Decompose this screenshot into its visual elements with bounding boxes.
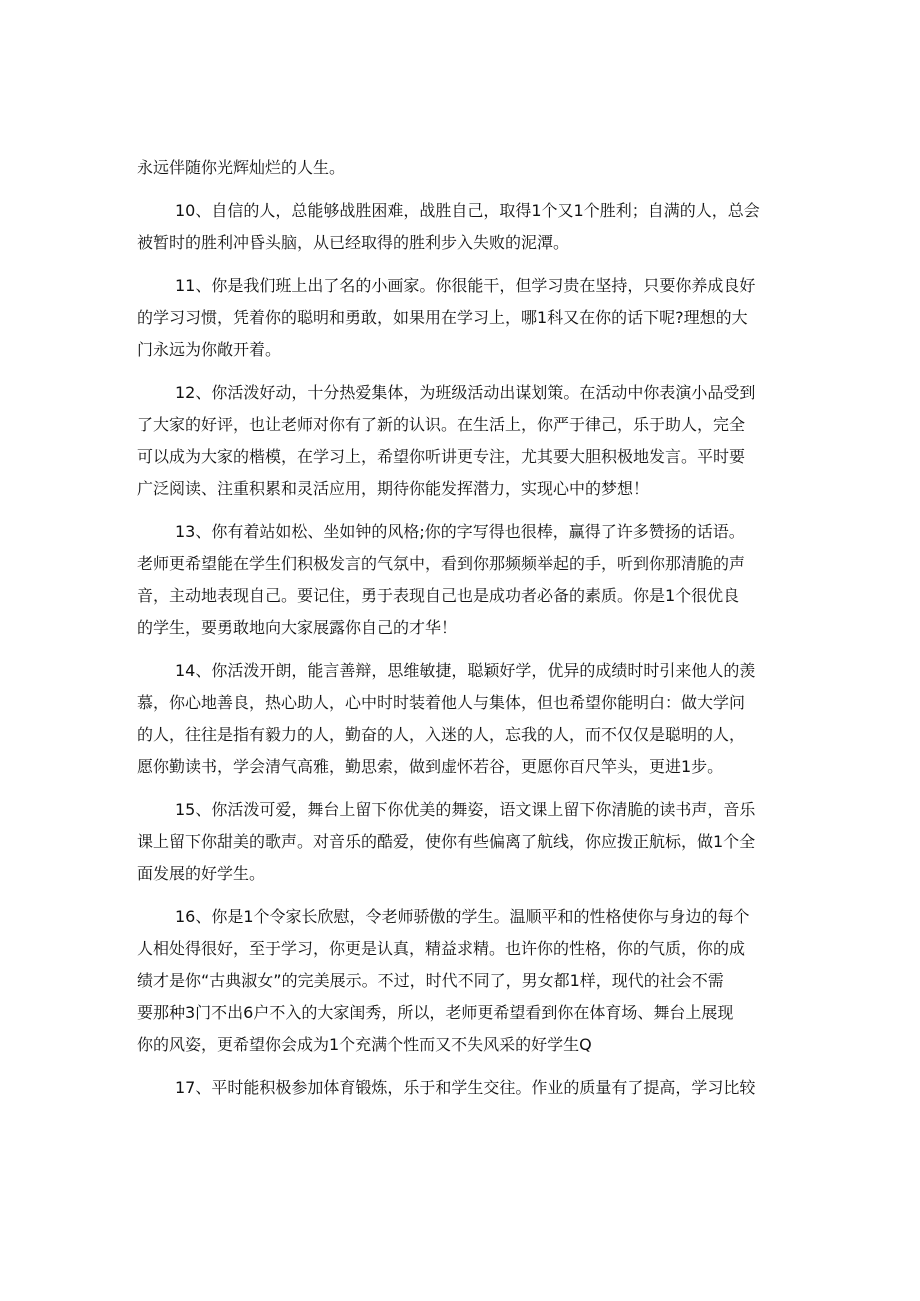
text-line: 永远伴随你光辉灿烂的人生。 [137, 158, 346, 177]
text-line: 你的风姿，更希望你会成为1个充满个性而又不失风采的好学生Q [137, 1035, 592, 1054]
paragraph-continuation [137, 152, 787, 184]
text-line: 门永远为你敞开着。 [137, 340, 282, 359]
paragraph-17 [137, 1072, 787, 1104]
text-line: 音，主动地表现自己。要记住，勇于表现自己也是成功者必备的素质。你是1个很优良 [137, 586, 740, 605]
paragraph-13 [137, 516, 787, 644]
text-line: 10、自信的人，总能够战胜困难，战胜自己，取得1个又1个胜利；自满的人，总会 [175, 201, 760, 220]
text-line: 13、你有着站如松、坐如钟的风格;你的字写得也很棒，赢得了许多赞扬的话语。 [175, 522, 745, 541]
text-line: 的学习习惯，凭着你的聪明和勇敢，如果用在学习上，哪1科又在你的话下呢?理想的大 [137, 308, 748, 327]
text-line: 14、你活泼开朗，能言善辩，思维敏捷，聪颖好学，优异的成绩时时引来他人的羡 [175, 661, 756, 680]
text-line: 面发展的好学生。 [137, 864, 266, 883]
text-line: 了大家的好评，也让老师对你有了新的认识。在生活上，你严于律己，乐于助人，完全 [137, 415, 746, 434]
text-line: 人相处得很好，至于学习，你更是认真，精益求精。也许你的性格，你的气质，你的成 [137, 939, 746, 958]
document-body [137, 152, 787, 1104]
paragraph-14 [137, 655, 787, 783]
text-line: 11、你是我们班上出了名的小画家。你很能干，但学习贵在坚持，只要你养成良好 [175, 276, 756, 295]
text-line: 12、你活泼好动，十分热爱集体，为班级活动出谋划策。在活动中你表演小品受到 [175, 383, 756, 402]
text-line: 课上留下你甜美的歌声。对音乐的酷爱，使你有些偏离了航线，你应拨正航标，做1个全 [137, 832, 756, 851]
text-line: 慕，你心地善良，热心助人，心中时时装着他人与集体，但也希望你能明白：做大学问 [137, 693, 746, 712]
text-line: 可以成为大家的楷模，在学习上，希望你听讲更专注，尤其要大胆积极地发言。平时要 [137, 447, 746, 466]
text-line: 老师更希望能在学生们积极发言的气氛中，看到你那频频举起的手，听到你那清脆的声 [137, 554, 746, 573]
paragraph-16 [137, 901, 787, 1061]
paragraph-10 [137, 195, 787, 259]
paragraph-11 [137, 270, 787, 366]
text-line: 要那种3门不出6户不入的大家闺秀，所以，老师更希望看到你在体育场、舞台上展现 [137, 1003, 734, 1022]
text-line: 愿你勤读书，学会清气高雅，勤思索，做到虚怀若谷，更愿你百尺竿头，更进1步。 [137, 757, 724, 776]
text-line: 广泛阅读、注重积累和灵活应用，期待你能发挥潜力，实现心中的梦想！ [137, 479, 650, 498]
text-line: 的学生，要勇敢地向大家展露你自己的才华！ [137, 618, 458, 637]
paragraph-15 [137, 794, 787, 890]
text-line: 15、你活泼可爱，舞台上留下你优美的舞姿，语文课上留下你清脆的读书声，音乐 [175, 800, 756, 819]
text-line: 17、平时能积极参加体育锻炼，乐于和学生交往。作业的质量有了提高，学习比较 [175, 1078, 756, 1097]
text-line: 16、你是1个令家长欣慰，令老师骄傲的学生。温顺平和的性格使你与身边的每个 [175, 907, 750, 926]
text-line: 被暂时的胜利冲昏头脑，从已经取得的胜利步入失败的泥潭。 [137, 233, 570, 252]
paragraph-12 [137, 377, 787, 505]
text-line: 的人，往往是指有毅力的人，勤奋的人，入迷的人，忘我的人，而不仅仅是聪明的人， [137, 725, 746, 744]
text-line: 绩才是你“古典淑女”的完美展示。不过，时代不同了，男女都1样，现代的社会不需 [137, 971, 724, 990]
